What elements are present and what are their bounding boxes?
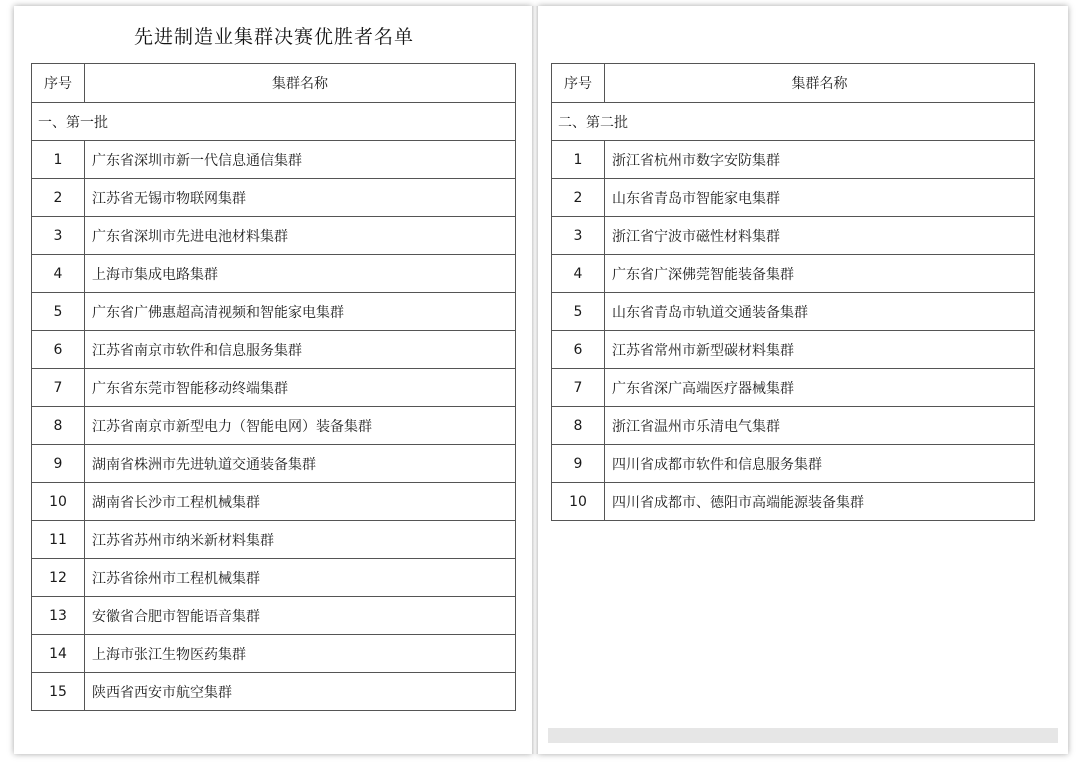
table-row (552, 255, 1035, 293)
header-cluster-name: 集群名称 (85, 64, 516, 103)
document-title: 先进制造业集群决赛优胜者名单 (133, 26, 414, 48)
table-row (552, 293, 1035, 331)
batch2-table (551, 63, 1035, 521)
row-cluster-name: 广东省广佛惠超高清视频和智能家电集群 (85, 293, 516, 331)
row-serial: 2 (552, 179, 605, 217)
row-cluster-name: 浙江省宁波市磁性材料集群 (605, 217, 1035, 255)
row-cluster-name: 广东省广深佛莞智能装备集群 (605, 255, 1035, 293)
row-serial: 1 (32, 141, 85, 179)
row-serial: 6 (32, 331, 85, 369)
row-cluster-name: 江苏省徐州市工程机械集群 (85, 559, 516, 597)
row-serial: 8 (552, 407, 605, 445)
table-row (552, 331, 1035, 369)
row-cluster-name: 江苏省南京市新型电力（智能电网）装备集群 (85, 407, 516, 445)
section-row (32, 103, 516, 141)
table-header-row (552, 64, 1035, 103)
section-row (552, 103, 1035, 141)
table-row (32, 179, 516, 217)
row-cluster-name: 四川省成都市软件和信息服务集群 (605, 445, 1035, 483)
row-cluster-name: 湖南省株洲市先进轨道交通装备集群 (85, 445, 516, 483)
table-row (32, 483, 516, 521)
table-row (32, 293, 516, 331)
row-serial: 13 (32, 597, 85, 635)
row-cluster-name: 江苏省苏州市纳米新材料集群 (85, 521, 516, 559)
row-serial: 12 (32, 559, 85, 597)
batch1-table (31, 63, 516, 711)
header-cluster-name: 集群名称 (605, 64, 1035, 103)
table-row (552, 445, 1035, 483)
row-cluster-name: 山东省青岛市轨道交通装备集群 (605, 293, 1035, 331)
row-cluster-name: 上海市张江生物医药集群 (85, 635, 516, 673)
table-row (32, 331, 516, 369)
scroll-bar-area (548, 728, 1058, 743)
table-row (32, 597, 516, 635)
table-row (32, 673, 516, 711)
batch1-label: 一、第一批 (32, 103, 516, 141)
row-serial: 5 (552, 293, 605, 331)
row-cluster-name: 广东省深圳市先进电池材料集群 (85, 217, 516, 255)
table-row (32, 445, 516, 483)
book-spine (532, 6, 538, 754)
table-row (552, 483, 1035, 521)
row-cluster-name: 上海市集成电路集群 (85, 255, 516, 293)
row-serial: 3 (32, 217, 85, 255)
row-serial: 8 (32, 407, 85, 445)
row-cluster-name: 四川省成都市、德阳市高端能源装备集群 (605, 483, 1035, 521)
row-cluster-name: 安徽省合肥市智能语音集群 (85, 597, 516, 635)
table-row (32, 521, 516, 559)
row-cluster-name: 浙江省温州市乐清电气集群 (605, 407, 1035, 445)
row-serial: 10 (32, 483, 85, 521)
row-serial: 7 (552, 369, 605, 407)
table-row (552, 141, 1035, 179)
row-cluster-name: 广东省深广高端医疗器械集群 (605, 369, 1035, 407)
row-serial: 6 (552, 331, 605, 369)
row-serial: 9 (552, 445, 605, 483)
row-serial: 4 (552, 255, 605, 293)
row-cluster-name: 浙江省杭州市数字安防集群 (605, 141, 1035, 179)
row-serial: 2 (32, 179, 85, 217)
table-row (32, 559, 516, 597)
header-serial: 序号 (32, 64, 85, 103)
row-cluster-name: 江苏省无锡市物联网集群 (85, 179, 516, 217)
table-header-row (32, 64, 516, 103)
row-serial: 11 (32, 521, 85, 559)
table-row (32, 635, 516, 673)
batch2-label: 二、第二批 (552, 103, 1035, 141)
table-row (32, 369, 516, 407)
row-serial: 1 (552, 141, 605, 179)
row-serial: 7 (32, 369, 85, 407)
row-cluster-name: 湖南省长沙市工程机械集群 (85, 483, 516, 521)
row-serial: 9 (32, 445, 85, 483)
table-row (552, 407, 1035, 445)
row-cluster-name: 广东省东莞市智能移动终端集群 (85, 369, 516, 407)
table-row (552, 179, 1035, 217)
table-row (32, 255, 516, 293)
header-serial: 序号 (552, 64, 605, 103)
row-cluster-name: 广东省深圳市新一代信息通信集群 (85, 141, 516, 179)
row-cluster-name: 江苏省常州市新型碳材料集群 (605, 331, 1035, 369)
row-serial: 15 (32, 673, 85, 711)
table-row (32, 141, 516, 179)
row-serial: 4 (32, 255, 85, 293)
row-serial: 5 (32, 293, 85, 331)
table-row (32, 217, 516, 255)
row-serial: 10 (552, 483, 605, 521)
row-cluster-name: 山东省青岛市智能家电集群 (605, 179, 1035, 217)
table-row (552, 217, 1035, 255)
row-cluster-name: 陕西省西安市航空集群 (85, 673, 516, 711)
table-row (32, 407, 516, 445)
row-serial: 3 (552, 217, 605, 255)
table-row (552, 369, 1035, 407)
row-cluster-name: 江苏省南京市软件和信息服务集群 (85, 331, 516, 369)
row-serial: 14 (32, 635, 85, 673)
